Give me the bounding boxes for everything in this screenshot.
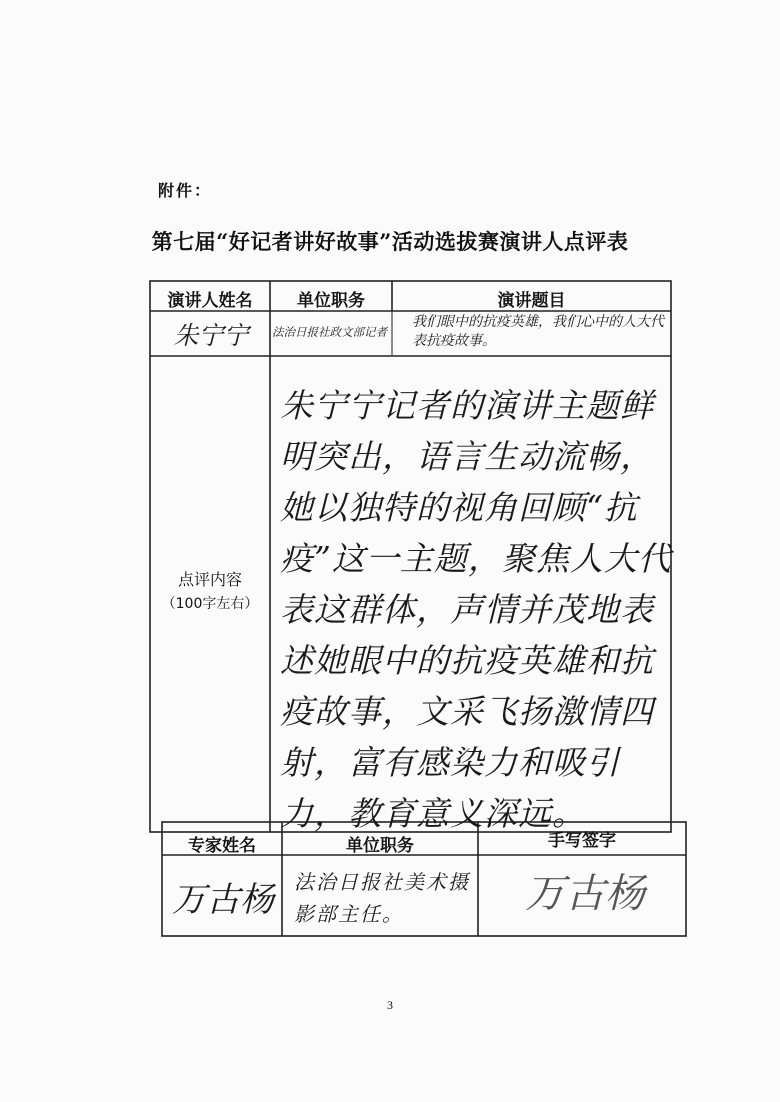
signature-header: 手写签字 bbox=[548, 831, 616, 851]
page-number: 3 bbox=[387, 998, 393, 1012]
expert-unit-position-value: 法治日报社美术摄影部主任。 bbox=[294, 870, 470, 926]
speech-title-header: 演讲题目 bbox=[497, 291, 566, 311]
unit-position-header: 单位职务 bbox=[297, 291, 365, 311]
speaker-name-header: 演讲人姓名 bbox=[167, 291, 253, 311]
expert-name-value: 万古杨 bbox=[172, 880, 274, 920]
handwritten-signature: 万古杨 bbox=[525, 871, 645, 917]
page-title: 第七届“好记者讲好故事”活动选拔赛演讲人点评表 bbox=[151, 229, 629, 254]
comment-label: 点评内容 bbox=[177, 570, 242, 589]
comment-note: （100字左右） bbox=[161, 596, 259, 612]
speech-title-value: 我们眼中的抗疫英雄，我们心中的人大代表抗疫故事。 bbox=[412, 314, 664, 349]
attachment-label: 附件： bbox=[158, 181, 213, 200]
expert-unit-position-header: 单位职务 bbox=[346, 836, 414, 856]
comment-value: 朱宁宁记者的演讲主题鲜明突出，语言生动流畅，她以独特的视角回顾“抗疫”这一主题，聚焦人大代表这群体，声情并茂地表述她眼中的抗疫英雄和抗疫故事，文采飞扬激情四射，富有感染力和吸引力，教育意义深远。 bbox=[280, 386, 672, 833]
unit-position-value: 法治日报社政文部记者 bbox=[272, 325, 387, 339]
speaker-name-value: 朱宁宁 bbox=[173, 321, 249, 350]
expert-name-header: 专家姓名 bbox=[188, 836, 256, 856]
